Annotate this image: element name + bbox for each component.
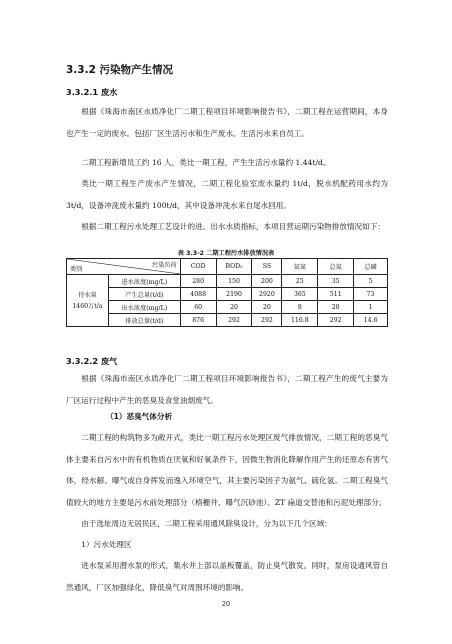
group-label-water: 待水量: [78, 291, 97, 299]
paragraph-odor-analysis: 二期工程的构筑物多为敞开式，类比一期工程污水处理区废气排放情况，二期工程的恶臭气体主要来自污水中的有机物质在厌氧和好氧条件下，因微生物消化降解作用产生的还原态有害气体，经水解、曝气或自身挥发而逸入环境空气，其主要污染因子为氨气、硫化氢。二期工程臭气值较大的地方主要是污水前处理部分（格栅井、曝气沉砂池）、ZT 扁道交替池和污泥处理部分。: [66, 433, 388, 507]
header-ammonia: 氨氮: [282, 259, 318, 275]
wastewater-discharge-table: [66, 258, 388, 327]
table-cell: 20: [252, 301, 282, 314]
table-cell: 2920: [252, 288, 282, 301]
table-cell: 116.8: [282, 314, 318, 327]
subsection-title-wastewater: 3.3.2.1 废水: [66, 87, 118, 97]
header-total-phosphorus: 总磷: [354, 259, 388, 275]
table-cell: 25: [282, 275, 318, 288]
paragraph-wastewater-intro: 根据《珠海市南区水质净化厂二期工程项目环境影响报告书》，二期工程在运营期间，本身也产生一定的废水。包括厂区生活污水和生产废水。生活污水来自员工。: [66, 107, 388, 138]
table-cell: 14.6: [354, 314, 388, 327]
table-cell: 292: [216, 314, 252, 327]
table-cell: 876: [180, 314, 216, 327]
page-number: 20: [221, 600, 231, 608]
table-cell: 20: [318, 301, 354, 314]
table-cell: 35: [318, 275, 354, 288]
corner-label-category: 类别: [70, 266, 83, 273]
row-label: 产生总量(t/d): [108, 288, 180, 301]
odor-analysis-heading: （1）恶臭气体分析: [106, 412, 173, 421]
list-item-sewage-area: 1）污水处理区: [81, 540, 132, 549]
row-label: 排放总量(t/d): [108, 314, 180, 327]
table-header-row: [67, 259, 388, 275]
paragraph-discharge-intro: 根据二期工程污水处理工艺设计的进、出水水质指标，本项目营运期污染物排放情况如下：: [81, 222, 385, 231]
header-ss: SS: [252, 259, 282, 275]
table-cell: 280: [180, 275, 216, 288]
table-cell: 73: [354, 288, 388, 301]
group-label-volume: 1460万t/a: [72, 302, 103, 310]
paragraph-exhaust-intro: 根据《珠海市南区水质净化厂二期工程项目环境影响报告书》，二期工程产生的废气主要为厂区运行过程中产生的恶臭及食堂油烟废气。: [66, 374, 388, 405]
table-row: [67, 275, 388, 288]
header-total-nitrogen: 总氮: [318, 259, 354, 275]
table-row: [67, 288, 388, 301]
table-corner-cell: [67, 259, 181, 275]
table-cell: 511: [318, 288, 354, 301]
corner-label-load: 污染负荷: [151, 262, 177, 269]
row-label: 进水浓度(mg/L): [108, 275, 180, 288]
header-cod: COD: [180, 259, 216, 275]
section-title: 3.3.2 污染物产生情况: [66, 64, 174, 76]
table-cell: 20: [216, 301, 252, 314]
table-cell: 5: [354, 275, 388, 288]
table-cell: 200: [252, 275, 282, 288]
paragraph-ventilation-design: 由于选址周边无居民区，二期工程采用通风除臭设计，分为以下几个区域：: [81, 519, 332, 528]
table-cell: 365: [282, 288, 318, 301]
header-bod5: BOD₅: [216, 259, 252, 275]
subsection-title-exhaust-gas: 3.3.2.2 废气: [66, 356, 118, 366]
table-cell: 292: [318, 314, 354, 327]
paragraph-pump-ventilation: 进水泵采用潜水泵的形式，集水井上部以盖板覆盖，防止臭气散发。同时，泵房设通风管自然通风，厂区加强绿化，降低臭气对周围环境的影响。: [66, 561, 388, 592]
table-cell: 4088: [180, 288, 216, 301]
group-label-cell: [67, 275, 109, 327]
table-row: [67, 301, 388, 314]
paragraph-staff-wastewater: 二期工程新增员工约 16 人，类比一期工程，产生生活污水量约 1.44t/d。: [81, 158, 331, 167]
table-cell: 2190: [216, 288, 252, 301]
table-cell: 60: [180, 301, 216, 314]
paragraph-production-wastewater: 类比一期工程生产废水产生情况，二期工程化验室废水量约 1t/d，脱水机配药用水约为 3t/d，设备冲洗废水量约 100t/d，其中设备冲洗水来自尾水回用。: [66, 179, 388, 210]
row-label: 出水浓度(mg/L): [108, 301, 180, 314]
table-caption: 表 3.3-2 二期工程污水排放情况表: [177, 250, 275, 257]
table-cell: 150: [216, 275, 252, 288]
table-cell: 1: [354, 301, 388, 314]
table-cell: 292: [252, 314, 282, 327]
table-cell: 8: [282, 301, 318, 314]
table-row: [67, 314, 388, 327]
